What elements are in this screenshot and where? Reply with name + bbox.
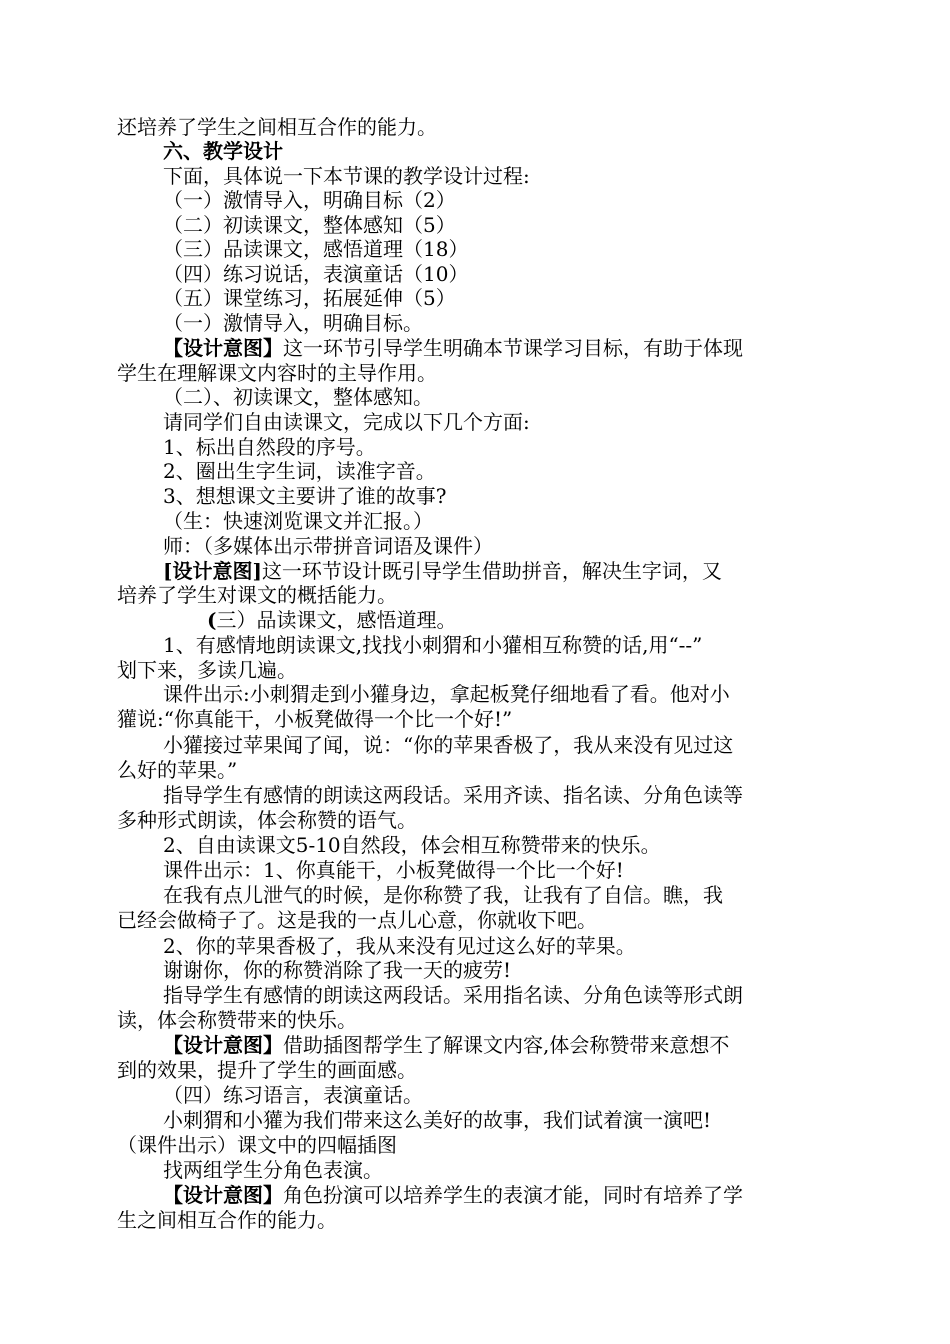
- line-text: 到的效果，提升了学生的画面感。: [117, 1058, 417, 1082]
- design-intent-line: [0, 1033, 950, 1058]
- line-text: 小獾接过苹果闻了闻，说：“你的苹果香极了，我从来没有见过这: [163, 733, 734, 757]
- list-item: [0, 286, 950, 311]
- design-intent-label: 【设计意图】: [163, 1033, 283, 1057]
- line-text: 还培养了学生之间相互合作的能力。: [117, 115, 437, 139]
- line-text: 六、教学设计: [163, 139, 283, 163]
- text-line: [0, 983, 950, 1008]
- text-line: [0, 1008, 950, 1033]
- text-line: [0, 908, 950, 933]
- text-line: [0, 682, 950, 707]
- list-item: [0, 237, 950, 262]
- line-text: （二）初读课文，整体感知（5）: [163, 213, 456, 237]
- line-text: 谢谢你，你的称赞消除了我一天的疲劳!: [163, 958, 512, 982]
- text-line: [0, 608, 950, 633]
- line-text: 么好的苹果。”: [117, 758, 238, 782]
- design-intent-label: [设计意图]: [163, 559, 262, 583]
- text-line: [0, 733, 950, 758]
- design-intent-line: [0, 336, 950, 361]
- list-item: [0, 262, 950, 287]
- line-text: 师：（多媒体出示带拼音词语及课件）: [163, 534, 493, 558]
- line-text: 獾说:“你真能干，小板凳做得一个比一个好!”: [117, 707, 513, 731]
- text-line: [0, 1108, 950, 1133]
- line-text: 多种形式朗读，体会称赞的语气。: [117, 808, 417, 832]
- line-text: （一）激情导入，明确目标。: [163, 311, 423, 335]
- text-line: [0, 1083, 950, 1108]
- text-line: [0, 1158, 950, 1183]
- line-text: （四）练习语言，表演童话。: [163, 1083, 423, 1107]
- line-text: 划下来，多读几遍。: [117, 658, 297, 682]
- text-line: [0, 115, 950, 140]
- text-line: [0, 808, 950, 833]
- line-text: 小刺猬和小獾为我们带来这么美好的故事，我们试着演一演吧!: [163, 1108, 712, 1132]
- text-line: [0, 758, 950, 783]
- line-text: （二）、初读课文，整体感知。: [163, 385, 433, 409]
- line-text: 1、标出自然段的序号。: [163, 435, 376, 459]
- list-item: [0, 459, 950, 484]
- line-text: 借助插图帮学生了解课文内容,体会称赞带来意想不: [283, 1033, 730, 1057]
- line-text: 已经会做椅子了。这是我的一点儿心意，你就收下吧。: [117, 908, 597, 932]
- line-text: 1、有感情地朗读课文,找找小刺猬和小獾相互称赞的话,用“--”: [163, 633, 703, 657]
- line-text: （四）练习说话，表演童话（10）: [163, 262, 469, 286]
- list-item: [0, 435, 950, 460]
- text-line: [0, 583, 950, 608]
- text-line: [0, 707, 950, 732]
- text-line: [0, 509, 950, 534]
- text-line: [0, 311, 950, 336]
- line-text: 2、你的苹果香极了，我从来没有见过这么好的苹果。: [163, 934, 636, 958]
- line-text: 3、想想课文主要讲了谁的故事?: [163, 484, 447, 508]
- line-text: 课件出示:小刺猬走到小獾身边，拿起板凳仔细地看了看。他对小: [163, 682, 730, 706]
- line-text: （生：快速浏览课文并汇报。）: [163, 509, 433, 533]
- line-text: （课件出示）课文中的四幅插图: [117, 1133, 397, 1157]
- text-line: [0, 361, 950, 386]
- line-text: 学生在理解课文内容时的主导作用。: [117, 361, 437, 385]
- text-line: [0, 1058, 950, 1083]
- text-line: [0, 883, 950, 908]
- design-intent-label: 【设计意图】: [163, 1183, 283, 1207]
- text-line: [0, 858, 950, 883]
- section-heading: [0, 139, 950, 164]
- text-line: [0, 934, 950, 959]
- text-line: [0, 958, 950, 983]
- line-text: 这一环节设计既引导学生借助拼音，解决生字词，又: [261, 559, 722, 583]
- line-text: 课件出示：1、你真能干，小板凳做得一个比一个好!: [163, 858, 624, 882]
- line-text: 2、圈出生字生词，读准字音。: [163, 459, 436, 483]
- line-text: 三）品读课文，感悟道理。: [216, 608, 457, 632]
- line-text: 角色扮演可以培养学生的表演才能，同时有培养了学: [283, 1183, 743, 1207]
- line-text: 这一环节引导学生明确本节课学习目标，有助于体现: [283, 336, 743, 360]
- text-line: [0, 833, 950, 858]
- list-item: [0, 188, 950, 213]
- line-text: 指导学生有感情的朗读这两段话。采用指名读、分角色读等形式朗: [163, 983, 743, 1007]
- line-text: 生之间相互合作的能力。: [117, 1208, 337, 1232]
- design-intent-label: 【设计意图】: [163, 336, 283, 360]
- text-line: [0, 164, 950, 189]
- text-line: [0, 783, 950, 808]
- line-text: 2、自由读课文5-10自然段，体会相互称赞带来的快乐。: [163, 833, 661, 857]
- text-line: [0, 1208, 950, 1233]
- list-item: [0, 213, 950, 238]
- line-text: （五）课堂练习，拓展延伸（5）: [163, 286, 456, 310]
- line-text: 找两组学生分角色表演。: [163, 1158, 383, 1182]
- design-intent-line: [0, 1183, 950, 1208]
- design-intent-line: [0, 559, 950, 584]
- text-line: [0, 385, 950, 410]
- text-line: [0, 410, 950, 435]
- line-text: （三）品读课文，感悟道理（18）: [163, 237, 469, 261]
- line-text: （一）激情导入，明确目标（2）: [163, 188, 456, 212]
- line-text: 培养了学生对课文的概括能力。: [117, 583, 397, 607]
- line-text: 请同学们自由读课文，完成以下几个方面:: [163, 410, 530, 434]
- line-text: 在我有点儿泄气的时候，是你称赞了我，让我有了自信。瞧，我: [163, 883, 723, 907]
- text-line: [0, 1133, 950, 1158]
- line-text: 指导学生有感情的朗读这两段话。采用齐读、指名读、分角色读等: [163, 783, 743, 807]
- text-line: [0, 658, 950, 683]
- text-line: [0, 534, 950, 559]
- list-item: [0, 484, 950, 509]
- text-line: [0, 633, 950, 658]
- line-text: 下面，具体说一下本节课的教学设计过程:: [163, 164, 530, 188]
- paren-mark: (: [207, 608, 217, 632]
- line-text: 读，体会称赞带来的快乐。: [117, 1008, 357, 1032]
